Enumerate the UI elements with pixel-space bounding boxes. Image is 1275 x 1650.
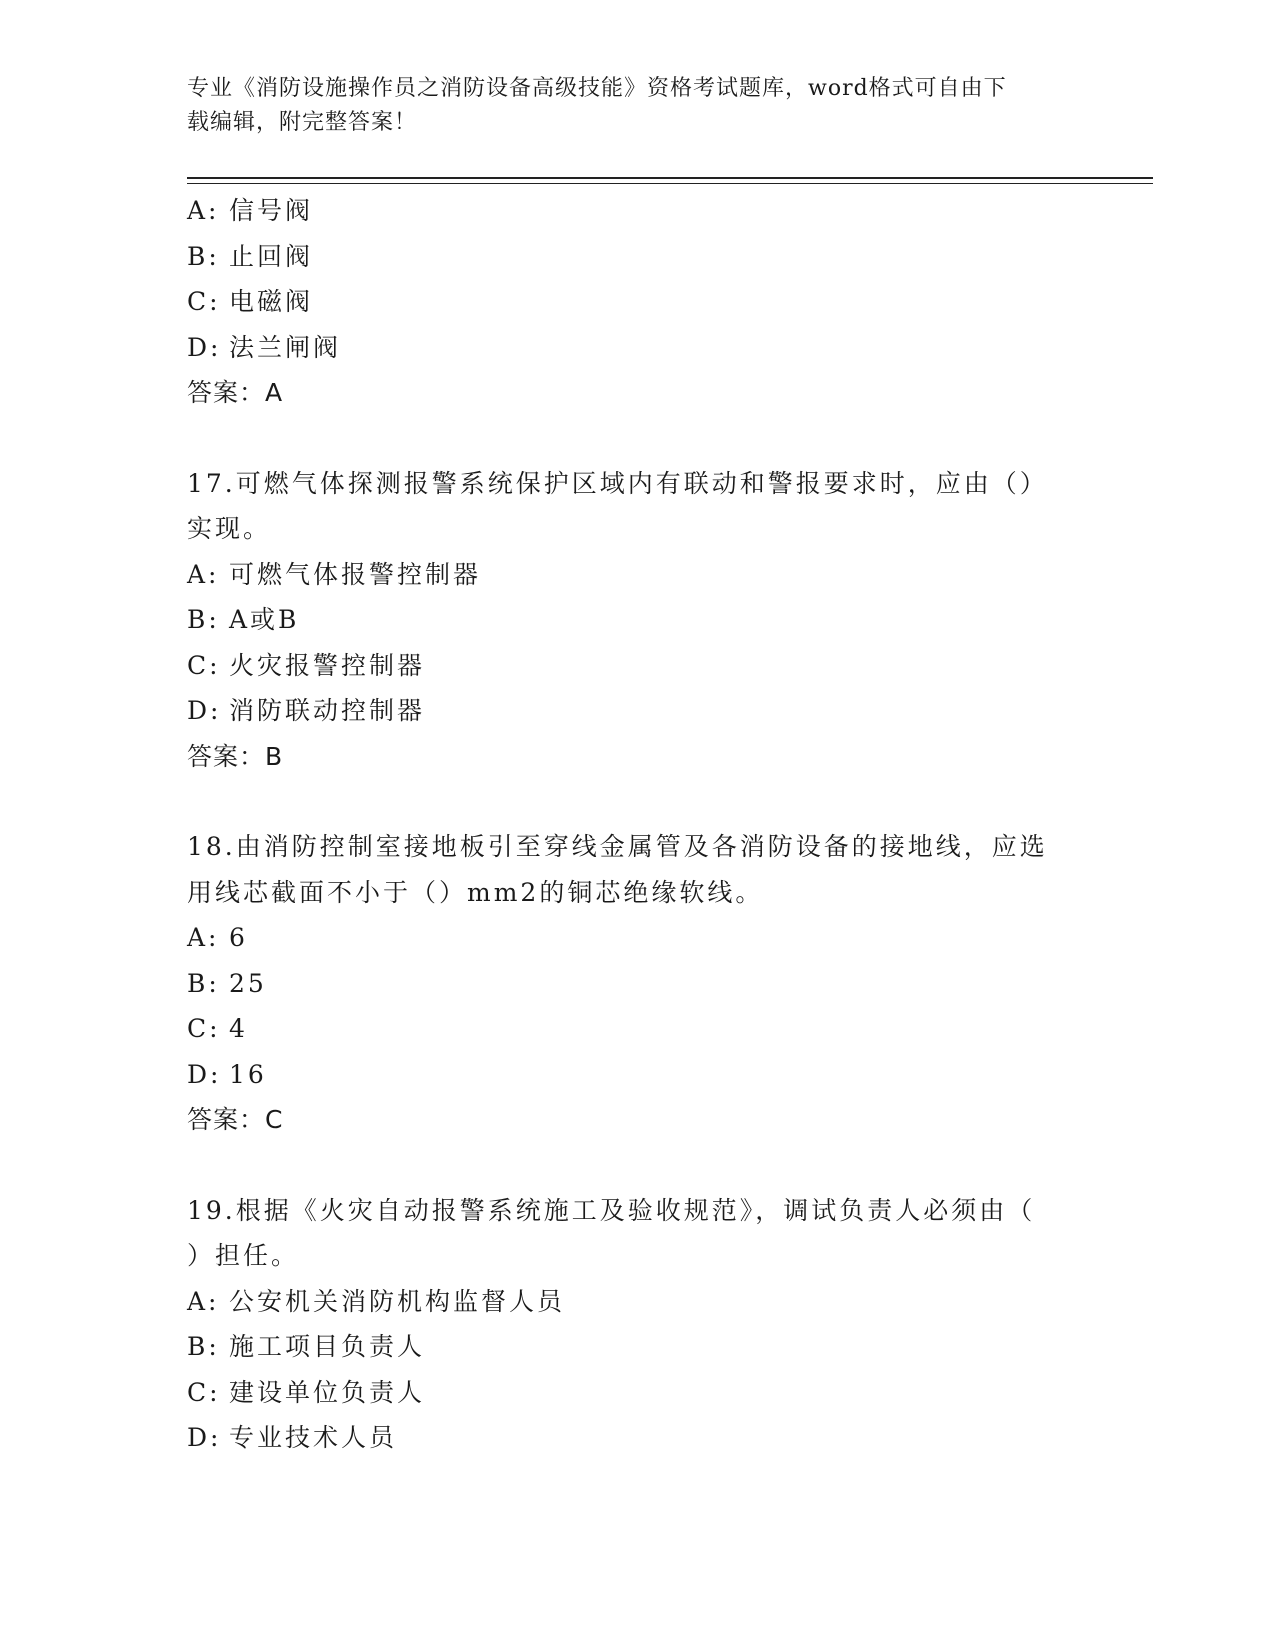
option-b	[187, 1324, 1067, 1370]
option-label: A:	[187, 1286, 220, 1316]
option-a	[187, 915, 1067, 961]
option-label: A:	[187, 196, 220, 225]
option-text: 可燃气体报警控制器	[229, 559, 482, 589]
option-d	[187, 1052, 1067, 1098]
question-text-line-1: 19.根据《火灾自动报警系统施工及验收规范》，调试负责人必须由（	[187, 1195, 1036, 1225]
option-label: D:	[187, 332, 222, 362]
question-list	[187, 188, 1067, 1461]
question-text	[187, 824, 1067, 915]
option-c	[187, 1370, 1067, 1416]
option-a	[187, 188, 1067, 234]
answer-line: 答案：B	[187, 741, 284, 771]
header-line-2: 载编辑，附完整答案！	[187, 110, 418, 135]
option-text: 建设单位负责人	[229, 1377, 426, 1407]
option-label: B:	[187, 241, 220, 271]
option-text: 止回阀	[229, 241, 314, 271]
option-c	[187, 279, 1067, 325]
question-text-line-1: 17.可燃气体探测报警系统保护区域内有联动和警报要求时，应由（）	[187, 468, 1048, 498]
document-header	[187, 72, 1067, 140]
option-text: 信号阀	[229, 196, 314, 225]
question-17	[187, 461, 1067, 780]
header-divider-thick	[187, 177, 1153, 179]
option-text: 6	[229, 923, 248, 952]
option-d	[187, 688, 1067, 734]
option-label: C:	[187, 650, 221, 680]
option-c	[187, 643, 1067, 689]
option-text: A或B	[229, 605, 300, 634]
option-label: C:	[187, 1014, 221, 1043]
option-label: B:	[187, 605, 220, 634]
option-d	[187, 1415, 1067, 1461]
option-text: 火灾报警控制器	[229, 650, 426, 680]
option-text: 法兰闸阀	[229, 332, 342, 362]
option-label: D:	[187, 696, 222, 725]
option-text: 16	[229, 1059, 267, 1089]
question-text-line-2: 用线芯截面不小于（）mm2的铜芯绝缘软线。	[187, 877, 764, 907]
header-line-1: 专业《消防设施操作员之消防设备高级技能》资格考试题库，word格式可自由下	[187, 76, 1007, 101]
option-b	[187, 234, 1067, 280]
option-text: 专业技术人员	[229, 1423, 398, 1452]
option-text: 消防联动控制器	[229, 696, 426, 725]
question-16-continued	[187, 188, 1067, 416]
option-label: A:	[187, 559, 220, 589]
question-text	[187, 1188, 1067, 1279]
option-label: A:	[187, 923, 220, 952]
option-label: C:	[187, 287, 221, 316]
question-19	[187, 1188, 1067, 1461]
header-divider-thin	[187, 183, 1153, 184]
option-label: D:	[187, 1059, 222, 1089]
option-b	[187, 597, 1067, 643]
question-text	[187, 461, 1067, 552]
option-label: C:	[187, 1377, 221, 1407]
option-b	[187, 961, 1067, 1007]
option-text: 25	[229, 968, 267, 998]
option-text: 施工项目负责人	[229, 1332, 426, 1361]
option-label: B:	[187, 1332, 220, 1361]
option-a	[187, 1279, 1067, 1325]
option-label: D:	[187, 1423, 222, 1452]
question-text-line-1: 18.由消防控制室接地板引至穿线金属管及各消防设备的接地线，应选	[187, 832, 1048, 861]
option-text: 公安机关消防机构监督人员	[229, 1286, 566, 1316]
answer-line: 答案：A	[187, 378, 284, 407]
option-c	[187, 1006, 1067, 1052]
option-a	[187, 552, 1067, 598]
option-text: 电磁阀	[229, 287, 314, 316]
question-text-line-2: ）担任。	[187, 1241, 300, 1270]
answer-line: 答案：C	[187, 1105, 284, 1134]
question-text-line-2: 实现。	[187, 514, 272, 543]
option-text: 4	[229, 1014, 248, 1043]
option-d	[187, 325, 1067, 371]
option-label: B:	[187, 968, 220, 998]
question-18	[187, 824, 1067, 1143]
